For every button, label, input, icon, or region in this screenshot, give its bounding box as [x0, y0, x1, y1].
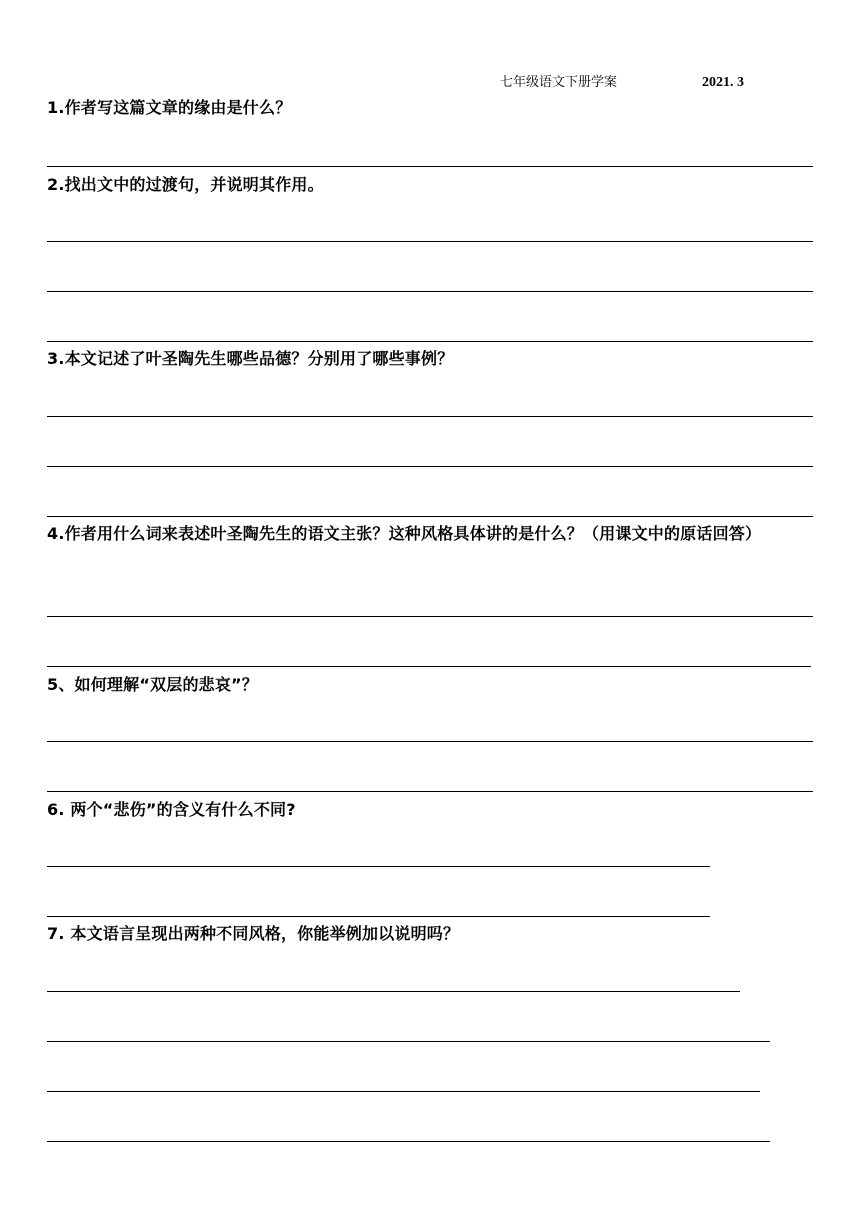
question-4: 4.作者用什么词来表述叶圣陶先生的语文主张？这种风格具体讲的是什么？（用课文中的原话回答） [47, 524, 762, 543]
question-1: 1.作者写这篇文章的缘由是什么？ [47, 98, 292, 117]
answer-line[interactable] [47, 1041, 770, 1042]
answer-line[interactable] [47, 991, 740, 992]
answer-line[interactable] [47, 291, 813, 292]
answer-line[interactable] [47, 516, 813, 517]
question-5: 5、如何理解“双层的悲哀”？ [47, 675, 258, 694]
answer-line[interactable] [47, 741, 813, 742]
answer-line[interactable] [47, 791, 813, 792]
answer-line[interactable] [47, 341, 813, 342]
question-7: 7. 本文语言呈现出两种不同风格，你能举例加以说明吗？ [47, 924, 460, 943]
answer-line[interactable] [47, 241, 813, 242]
answer-line[interactable] [47, 866, 710, 867]
answer-line[interactable] [47, 1141, 770, 1142]
question-2: 2.找出文中的过渡句，并说明其作用。 [47, 175, 324, 194]
answer-line[interactable] [47, 466, 813, 467]
answer-line[interactable] [47, 1091, 760, 1092]
answer-line[interactable] [47, 416, 813, 417]
question-3: 3.本文记述了叶圣陶先生哪些品德？分别用了哪些事例？ [47, 349, 454, 368]
answer-line[interactable] [47, 166, 813, 167]
answer-line[interactable] [47, 916, 710, 917]
page-header [0, 74, 860, 94]
answer-line[interactable] [47, 616, 813, 617]
header-title: 七年级语文下册学案 [500, 75, 618, 90]
answer-line[interactable] [47, 666, 811, 667]
question-6: 6. 两个“悲伤”的含义有什么不同? [47, 800, 296, 819]
header-date: 2021. 3 [702, 75, 744, 90]
